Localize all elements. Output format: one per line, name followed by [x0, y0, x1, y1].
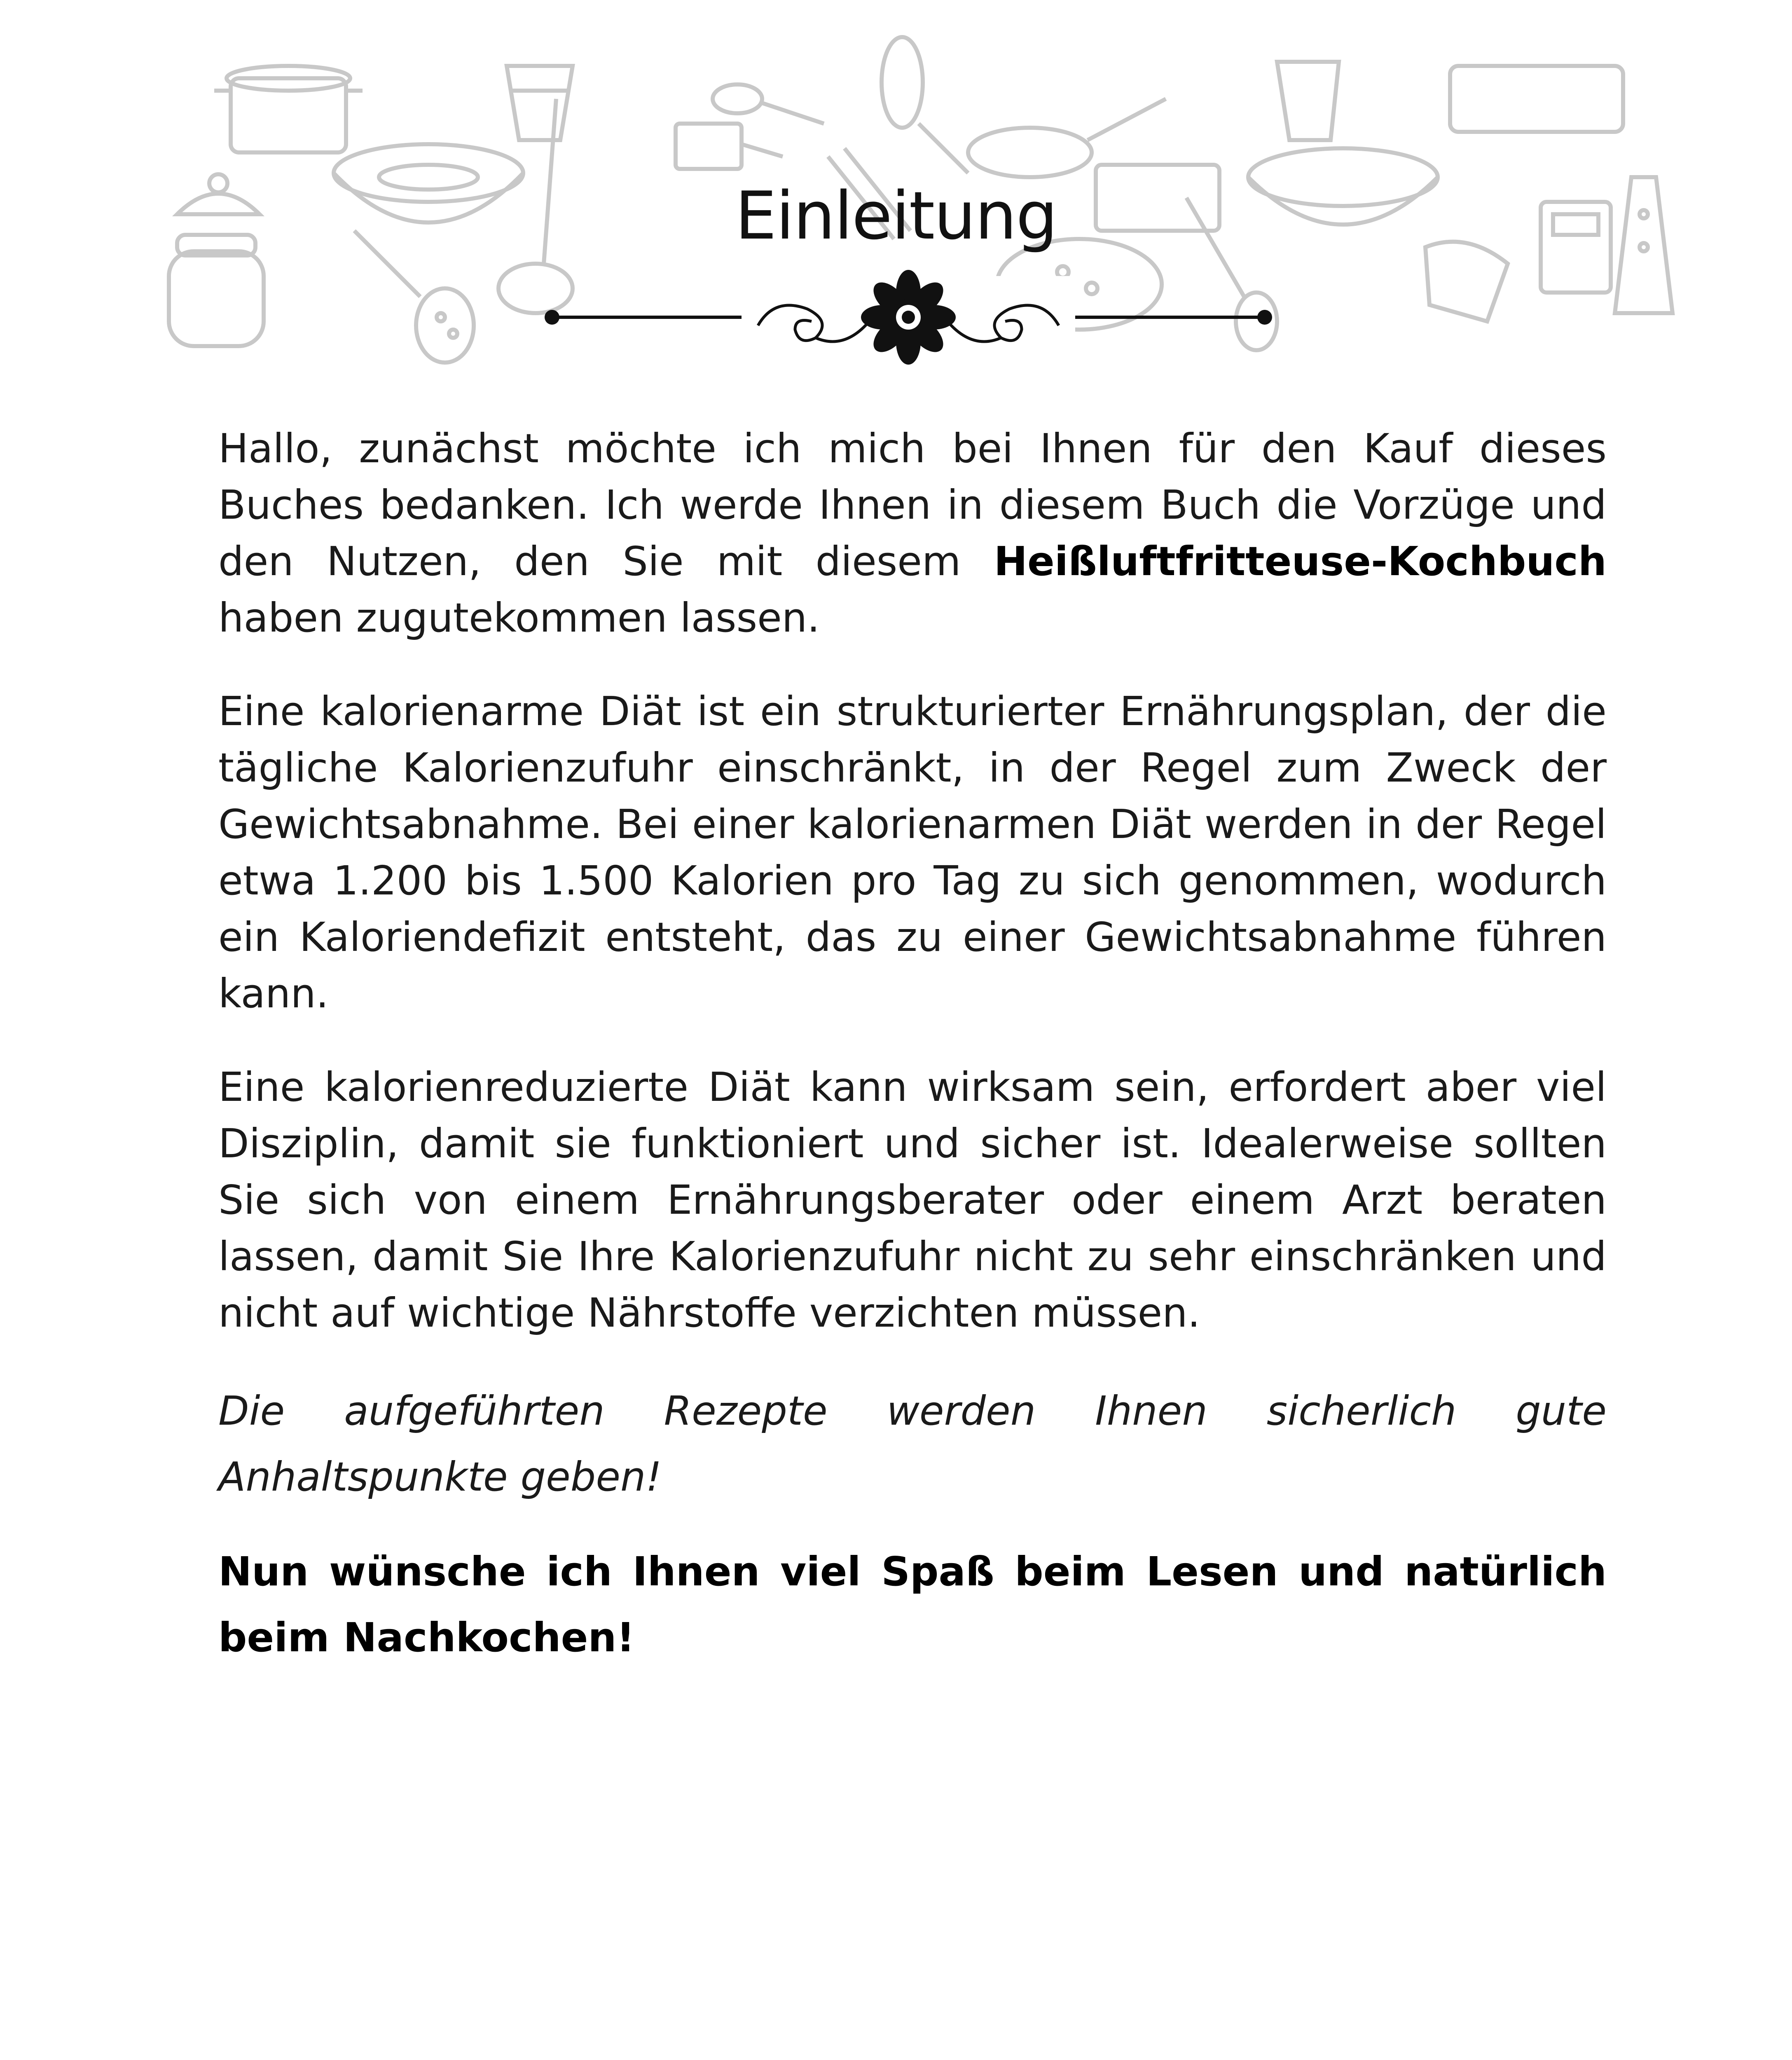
glass-icon	[507, 66, 573, 140]
flower-scroll-ornament-icon	[544, 268, 1273, 375]
book-title-highlight: Heißluftfritteuse-Kochbuch	[994, 538, 1607, 585]
paragraph-intro-text-end: haben zugutekommen lassen.	[218, 595, 820, 641]
page-title: Einleitung	[735, 177, 1057, 254]
paragraph-intro	[218, 420, 1607, 646]
paragraph-recipes-note: Die aufgeführten Rezepte werden Ihnen sicherlich gute Anhaltspunkte geben!	[218, 1388, 1607, 1500]
paragraph-discipline: Eine kalorienreduzierte Diät kann wirksam sein, erfordert aber viel Disziplin, damit sie funktioniert und sicher ist. Idealerweise sollten Sie sich von einem Ernährungsberater oder einem Arzt beraten lassen, damit Sie Ihre Kalorienzufuhr nicht zu sehr einschränken und nicht auf wichtige Nährstoffe verzichten müssen.	[218, 1064, 1607, 1336]
spoon-icon	[713, 84, 824, 124]
paragraph-low-calorie-diet: Eine kalorienarme Diät ist ein strukturierter Ernährungsplan, der die tägliche Kalorienzufuhr einschränkt, in der Regel zum Zweck der Gewichtsabnahme. Bei einer kalorienarmen Diät werden in der Regel etwa 1.200 bis 1.500 Kalorien pro Tag zu sich genommen, wodurch ein Kaloriendefizit entsteht, das zu einer Gewichtsabnahme führen kann.	[218, 688, 1607, 1017]
main-content	[218, 420, 1607, 1708]
cake-pan-icon	[1450, 66, 1623, 132]
cleaver-icon	[676, 124, 783, 169]
pitcher-icon	[1277, 62, 1339, 140]
whisk-icon	[882, 37, 968, 173]
paragraph-intro-text-start: Hallo, zunächst möchte ich mich bei Ihnen für den Kauf dieses Buches bedanken. Ich werde Ihnen in diesem Buch die Vorzüge und den Nutzen, den Sie mit diesem	[218, 425, 1607, 585]
pot-icon	[214, 66, 363, 152]
paragraph-closing: Nun wünsche ich Ihnen viel Spaß beim Lesen und natürlich beim Nachkochen!	[218, 1548, 1607, 1661]
